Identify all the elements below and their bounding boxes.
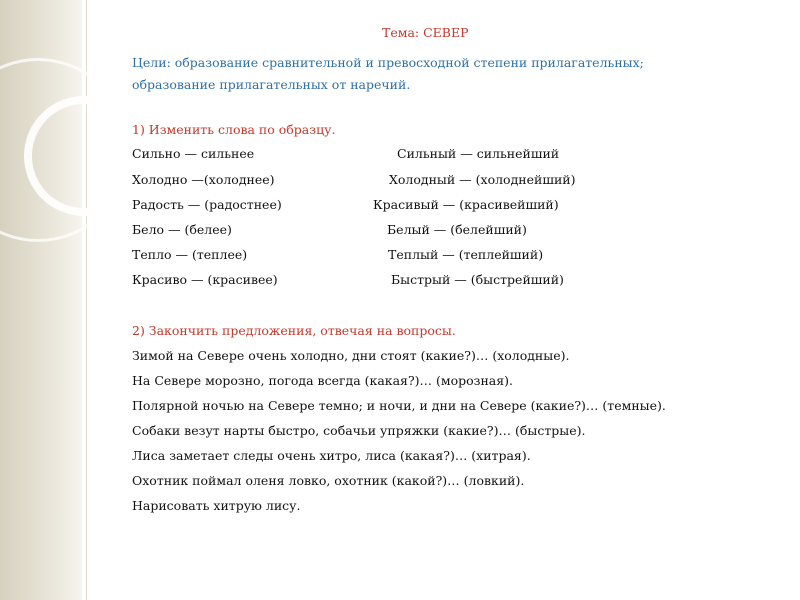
slide-content	[132, 0, 772, 600]
goals-line-1: Цели: образование сравнительной и превосходной степени прилагательных;	[132, 55, 644, 70]
task2-sentence: Зимой на Севере очень холодно, дни стоят (какие?)… (холодные).	[132, 348, 570, 363]
task1-row-right: Красивый — (красивейший)	[373, 197, 559, 212]
goals-line-2: образование прилагательных от наречий.	[132, 77, 411, 92]
task1-row-right: Белый — (белейший)	[387, 222, 527, 237]
task2-sentence: Охотник поймал оленя ловко, охотник (какой?)… (ловкий).	[132, 473, 525, 488]
task2-sentence: На Севере морозно, погода всегда (какая?)… (морозная).	[132, 373, 513, 388]
task1-row-left: Радость — (радостнее)	[132, 197, 282, 212]
task1-row-left: Бело — (белее)	[132, 222, 232, 237]
task1-row-left: Сильно — сильнее	[132, 146, 255, 161]
task1-row-right: Быстрый — (быстрейший)	[391, 272, 564, 287]
task2-sentence: Нарисовать хитрую лису.	[132, 498, 301, 513]
decorative-ring-small	[24, 96, 144, 216]
slide-title: Тема: СЕВЕР	[382, 25, 469, 40]
task1-row-left: Тепло — (теплее)	[132, 247, 248, 262]
lesson-goals	[132, 52, 644, 96]
task1-row-left: Красиво — (красивее)	[132, 272, 278, 287]
task2-sentence: Лиса заметает следы очень хитро, лиса (какая?)… (хитрая).	[132, 448, 531, 463]
task1-row-right: Сильный — сильнейший	[397, 146, 560, 161]
task1-row-right: Холодный — (холоднейший)	[389, 172, 576, 187]
task2-sentence: Полярной ночью на Севере темно; и ночи, и дни на Севере (какие?)… (темные).	[132, 398, 666, 413]
task1-row-left: Холодно —(холоднее)	[132, 172, 275, 187]
task2-sentence: Собаки везут нарты быстро, собачьи упряжки (какие?)… (быстрые).	[132, 423, 586, 438]
task2-heading: 2) Закончить предложения, отвечая на вопросы.	[132, 323, 456, 338]
task1-row-right: Теплый — (теплейший)	[388, 247, 544, 262]
task1-heading: 1) Изменить слова по образцу.	[132, 122, 336, 137]
